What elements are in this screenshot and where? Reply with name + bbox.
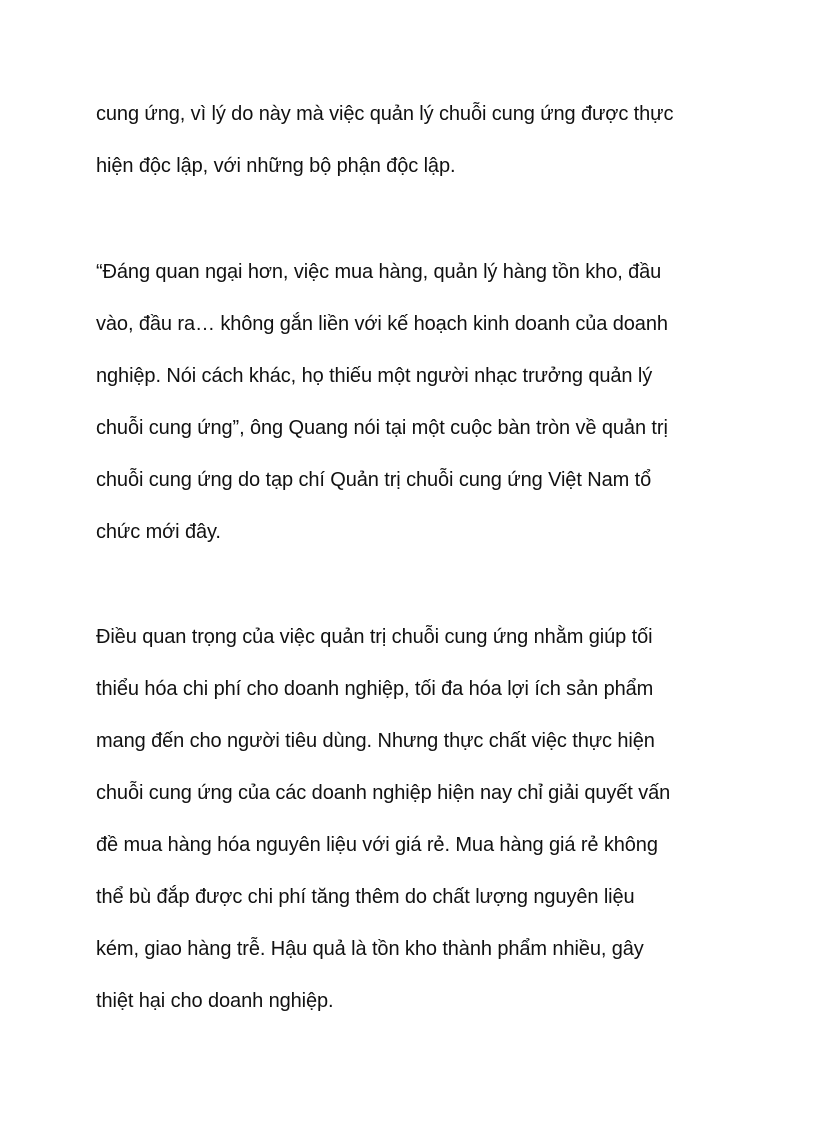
paragraph bbox=[96, 88, 736, 192]
text-line: cung ứng, vì lý do này mà việc quản lý chuỗi cung ứng được thực bbox=[96, 103, 674, 125]
text-line: hiện độc lập, với những bộ phận độc lập. bbox=[96, 155, 456, 177]
text-line: mang đến cho người tiêu dùng. Nhưng thực chất việc thực hiện bbox=[96, 730, 655, 752]
text-line: nghiệp. Nói cách khác, họ thiếu một người nhạc trưởng quản lý bbox=[96, 365, 653, 387]
paragraph bbox=[96, 611, 736, 1027]
text-line: “Đáng quan ngại hơn, việc mua hàng, quản lý hàng tồn kho, đầu bbox=[96, 261, 662, 283]
text-line: chuỗi cung ứng”, ông Quang nói tại một cuộc bàn tròn về quản trị bbox=[96, 417, 668, 439]
text-line: vào, đầu ra… không gắn liền với kế hoạch kinh doanh của doanh bbox=[96, 313, 668, 335]
text-line: thể bù đắp được chi phí tăng thêm do chất lượng nguyên liệu bbox=[96, 886, 635, 908]
text-line: thiệt hại cho doanh nghiệp. bbox=[96, 990, 334, 1012]
text-line: chuỗi cung ứng của các doanh nghiệp hiện nay chỉ giải quyết vấn bbox=[96, 782, 671, 804]
text-line: chuỗi cung ứng do tạp chí Quản trị chuỗi cung ứng Việt Nam tổ bbox=[96, 469, 652, 491]
text-line: Điều quan trọng của việc quản trị chuỗi cung ứng nhằm giúp tối bbox=[96, 626, 653, 648]
text-line: kém, giao hàng trễ. Hậu quả là tồn kho thành phẩm nhiều, gây bbox=[96, 938, 644, 960]
paragraph bbox=[96, 246, 736, 558]
text-line: đề mua hàng hóa nguyên liệu với giá rẻ. Mua hàng giá rẻ không bbox=[96, 834, 658, 856]
text-line: thiểu hóa chi phí cho doanh nghiệp, tối đa hóa lợi ích sản phẩm bbox=[96, 678, 654, 700]
text-line: chức mới đây. bbox=[96, 521, 221, 543]
